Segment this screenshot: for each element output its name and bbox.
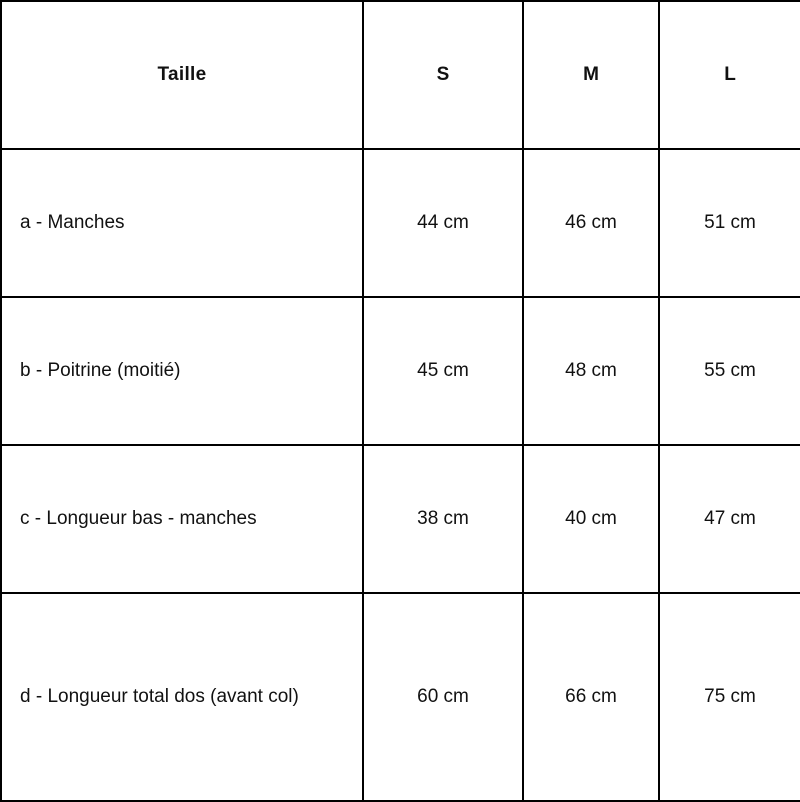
cell-longueur-bas-manches-s: 38 cm: [363, 445, 523, 593]
cell-longueur-total-dos-s: 60 cm: [363, 593, 523, 801]
table-row: [1, 445, 800, 593]
cell-manches-s: 44 cm: [363, 149, 523, 297]
row-label-manches: a - Manches: [1, 149, 363, 297]
table-header-row: [1, 1, 800, 149]
table-row: [1, 297, 800, 445]
table-row: [1, 149, 800, 297]
cell-poitrine-l: 55 cm: [659, 297, 800, 445]
column-header-m: M: [523, 1, 659, 149]
row-label-poitrine: b - Poitrine (moitié): [1, 297, 363, 445]
cell-manches-m: 46 cm: [523, 149, 659, 297]
cell-longueur-bas-manches-m: 40 cm: [523, 445, 659, 593]
column-header-l: L: [659, 1, 800, 149]
row-label-longueur-bas-manches: c - Longueur bas - manches: [1, 445, 363, 593]
column-header-taille: Taille: [1, 1, 363, 149]
cell-longueur-total-dos-m: 66 cm: [523, 593, 659, 801]
row-label-longueur-total-dos: d - Longueur total dos (avant col): [1, 593, 363, 801]
cell-manches-l: 51 cm: [659, 149, 800, 297]
cell-longueur-total-dos-l: 75 cm: [659, 593, 800, 801]
cell-longueur-bas-manches-l: 47 cm: [659, 445, 800, 593]
table-row: [1, 593, 800, 801]
cell-poitrine-s: 45 cm: [363, 297, 523, 445]
cell-poitrine-m: 48 cm: [523, 297, 659, 445]
column-header-s: S: [363, 1, 523, 149]
